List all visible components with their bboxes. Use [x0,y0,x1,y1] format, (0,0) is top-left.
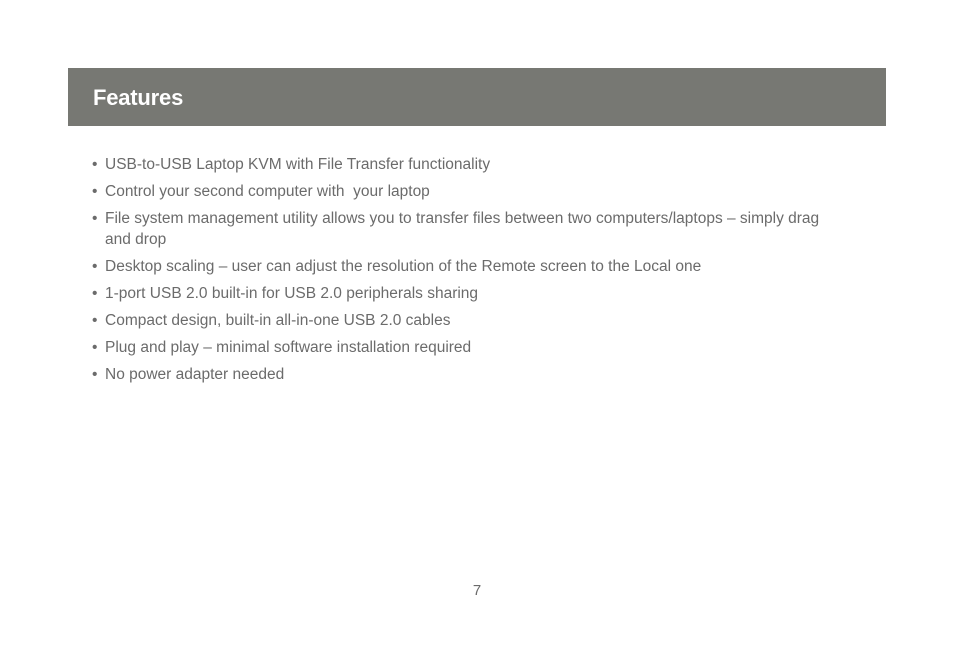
bullet-icon: • [92,339,98,356]
feature-text: No power adapter needed [105,366,285,383]
feature-text: Control your second computer with your laptop [105,183,430,200]
feature-item [92,208,842,250]
feature-item [92,154,842,175]
feature-item [92,337,842,358]
bullet-icon: • [92,258,98,275]
feature-text: 1-port USB 2.0 built-in for USB 2.0 peripherals sharing [105,285,479,302]
feature-text: File system management utility allows you to transfer files between two computers/laptops – simply drag and drop [105,210,820,248]
feature-text: USB-to-USB Laptop KVM with File Transfer functionality [105,156,491,173]
bullet-icon: • [92,156,98,173]
feature-item [92,364,842,385]
feature-text: Compact design, built-in all-in-one USB 2.0 cables [105,312,451,329]
feature-text: Desktop scaling – user can adjust the resolution of the Remote screen to the Local one [105,258,702,275]
feature-list [92,154,842,391]
bullet-icon: • [92,366,98,383]
page-number: 7 [472,582,482,599]
bullet-icon: • [92,285,98,302]
section-header-bar [68,68,886,126]
bullet-icon: • [92,210,98,227]
feature-item [92,283,842,304]
section-title: Features [93,85,184,110]
feature-text: Plug and play – minimal software installation required [105,339,472,356]
bullet-icon: • [92,312,98,329]
feature-item [92,256,842,277]
feature-item [92,181,842,202]
feature-item [92,310,842,331]
bullet-icon: • [92,183,98,200]
